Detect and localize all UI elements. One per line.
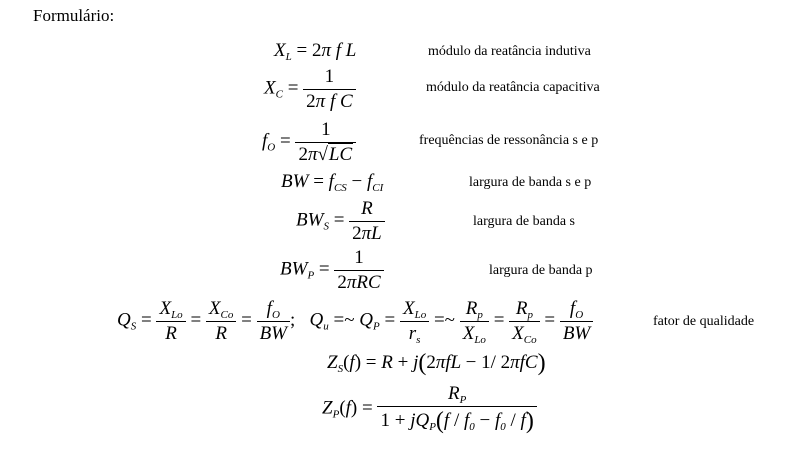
desc-bandwidth-parallel: largura de banda p	[489, 263, 593, 278]
desc-bandwidth: largura de banda s e p	[469, 175, 592, 190]
desc-bandwidth-series: largura de banda s	[473, 214, 575, 229]
formula-parallel-impedance: $Z_P(f)$ = $\frac{R_P}{1 + jQ_P(f / f_0 - f_0 / f)}$	[322, 383, 537, 435]
formula-capacitive-reactance: $X_C$ = $\frac{1}{\text{2π f C}}$	[264, 66, 356, 113]
page-title: Formulário:	[33, 6, 115, 25]
formula-quality-factor: $Q_S$ = $\frac{X_{Lo}}{R}$ = $\frac{X_{Co}}{R}$ = $\frac{f_O}{BW}$ ; $Q_u$ =~ $Q_P$ = $\frac{X_{Lo}}{r_s}$ =~ $\frac{R_p}{X_{Lo}}$ = $\frac{R_p}{X_{Co}}$ = $\frac{f_O}{BW}$	[117, 298, 593, 345]
desc-resonance-frequency: frequências de ressonância s e p	[419, 133, 599, 148]
formula-inductive-reactance: $X_L = 2\pi$ f L	[274, 40, 357, 63]
desc-inductive-reactance: módulo da reatância indutiva	[428, 44, 591, 59]
formula-bandwidth: BW = $f_{CS} - f_{CI}$	[281, 171, 384, 194]
formula-resonance-frequency: $f_O$ = $\frac{1}{2\pi√LC}$	[262, 119, 356, 166]
formula-bandwidth-parallel: $BW_P$ = $\frac{1}{\text{2πRC}}$	[280, 247, 384, 294]
desc-capacitive-reactance: módulo da reatância capacitiva	[426, 80, 600, 95]
formula-series-impedance: $Z_S(f) = R + j(2\pi fL - 1/$ 2πfC)	[327, 350, 546, 376]
formula-bandwidth-series: $BW_S$ = $\frac{R}{2\pi L}$	[296, 198, 385, 245]
desc-quality-factor: fator de qualidade	[653, 314, 755, 329]
